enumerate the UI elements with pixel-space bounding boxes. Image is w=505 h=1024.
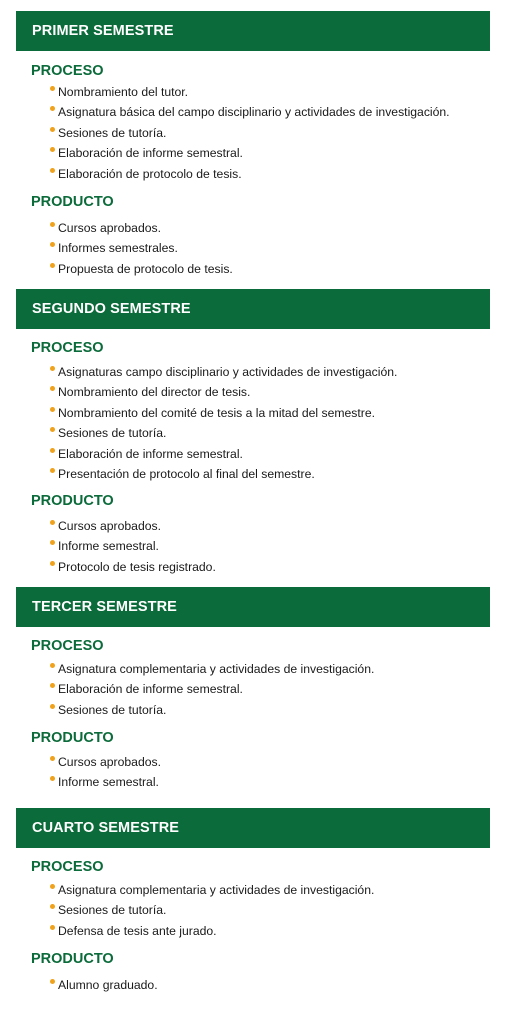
bullet-icon — [50, 448, 55, 453]
bullet-icon — [50, 168, 55, 173]
proceso-list — [50, 84, 450, 186]
list-item — [50, 774, 161, 794]
list-item — [50, 125, 450, 145]
bullet-icon — [50, 884, 55, 889]
list-item — [50, 661, 374, 681]
producto-title: PRODUCTO — [31, 493, 114, 509]
list-item-text: Asignatura complementaria y actividades de investigación. — [58, 662, 375, 676]
semester-header — [16, 289, 490, 329]
list-item-text: Nombramiento del comité de tesis a la mitad del semestre. — [58, 405, 376, 420]
list-item — [50, 446, 397, 466]
list-item — [50, 240, 233, 260]
bullet-icon — [50, 147, 55, 152]
list-item-text: Propuesta de protocolo de tesis. — [58, 261, 233, 276]
bullet-icon — [50, 366, 55, 371]
proceso-list — [50, 364, 397, 486]
list-item — [50, 681, 374, 701]
list-item — [50, 518, 216, 538]
proceso-list — [50, 661, 374, 722]
bullet-icon — [50, 904, 55, 909]
list-item-text: Elaboración de informe semestral. — [58, 446, 243, 461]
semester-title: PRIMER SEMESTRE — [32, 23, 174, 39]
list-item — [50, 466, 397, 486]
list-item-text: Sesiones de tutoría. — [58, 125, 167, 140]
bullet-icon — [50, 520, 55, 525]
proceso-title: PROCESO — [31, 340, 104, 356]
list-item — [50, 977, 158, 997]
list-item — [50, 702, 374, 722]
bullet-icon — [50, 704, 55, 709]
list-item-text: Presentación de protocolo al final del semestre. — [58, 466, 315, 481]
bullet-icon — [50, 407, 55, 412]
bullet-icon — [50, 663, 55, 668]
producto-list — [50, 754, 161, 795]
producto-title: PRODUCTO — [31, 194, 114, 210]
list-item-text: Nombramiento del tutor. — [58, 85, 189, 99]
semester-header — [16, 808, 490, 848]
proceso-title: PROCESO — [31, 859, 104, 875]
list-item — [50, 384, 397, 404]
semester-title: CUARTO SEMESTRE — [32, 820, 180, 836]
list-item-text: Informes semestrales. — [58, 241, 178, 256]
list-item-text: Sesiones de tutoría. — [58, 702, 167, 717]
list-item — [50, 145, 450, 165]
list-item — [50, 425, 397, 445]
list-item-text: Cursos aprobados. — [58, 519, 161, 533]
list-item-text: Defensa de tesis ante jurado. — [58, 923, 217, 938]
bullet-icon — [50, 925, 55, 930]
list-item-text: Informe semestral. — [58, 775, 159, 790]
bullet-icon — [50, 683, 55, 688]
producto-title: PRODUCTO — [31, 730, 114, 746]
list-item — [50, 559, 216, 579]
semester-header — [16, 587, 490, 627]
list-item — [50, 923, 374, 943]
proceso-title: PROCESO — [31, 63, 104, 79]
bullet-icon — [50, 468, 55, 473]
list-item-text: Informe semestral. — [58, 539, 159, 554]
bullet-icon — [50, 540, 55, 545]
list-item — [50, 104, 450, 124]
list-item — [50, 364, 397, 384]
bullet-icon — [50, 263, 55, 268]
producto-title: PRODUCTO — [31, 951, 114, 967]
list-item-text: Nombramiento del director de tesis. — [58, 385, 251, 400]
list-item — [50, 261, 233, 281]
list-item — [50, 902, 374, 922]
bullet-icon — [50, 86, 55, 91]
semester-title: SEGUNDO SEMESTRE — [32, 301, 191, 317]
producto-list — [50, 977, 158, 997]
proceso-list — [50, 882, 374, 943]
list-item — [50, 538, 216, 558]
list-item — [50, 220, 233, 240]
bullet-icon — [50, 242, 55, 247]
list-item-text: Asignatura complementaria y actividades de investigación. — [58, 883, 375, 897]
list-item-text: Cursos aprobados. — [58, 755, 161, 769]
list-item — [50, 405, 397, 425]
list-item-text: Asignatura básica del campo disciplinario y actividades de investigación. — [58, 105, 450, 120]
bullet-icon — [50, 776, 55, 781]
semester-header — [16, 11, 490, 51]
producto-list — [50, 518, 216, 579]
bullet-icon — [50, 979, 55, 984]
list-item-text: Elaboración de informe semestral. — [58, 146, 243, 161]
proceso-title: PROCESO — [31, 638, 104, 654]
bullet-icon — [50, 222, 55, 227]
list-item-text: Elaboración de protocolo de tesis. — [58, 166, 242, 181]
list-item-text: Sesiones de tutoría. — [58, 903, 167, 918]
list-item-text: Sesiones de tutoría. — [58, 426, 167, 441]
producto-list — [50, 220, 233, 281]
bullet-icon — [50, 386, 55, 391]
bullet-icon — [50, 106, 55, 111]
bullet-icon — [50, 427, 55, 432]
list-item-text: Asignaturas campo disciplinario y actividades de investigación. — [58, 365, 398, 379]
list-item-text: Alumno graduado. — [58, 978, 158, 992]
list-item-text: Protocolo de tesis registrado. — [58, 559, 216, 574]
bullet-icon — [50, 561, 55, 566]
list-item-text: Elaboración de informe semestral. — [58, 682, 243, 697]
bullet-icon — [50, 127, 55, 132]
list-item — [50, 754, 161, 774]
semester-title: TERCER SEMESTRE — [32, 599, 177, 615]
bullet-icon — [50, 756, 55, 761]
list-item — [50, 84, 450, 104]
list-item — [50, 882, 374, 902]
list-item — [50, 166, 450, 186]
list-item-text: Cursos aprobados. — [58, 221, 161, 235]
